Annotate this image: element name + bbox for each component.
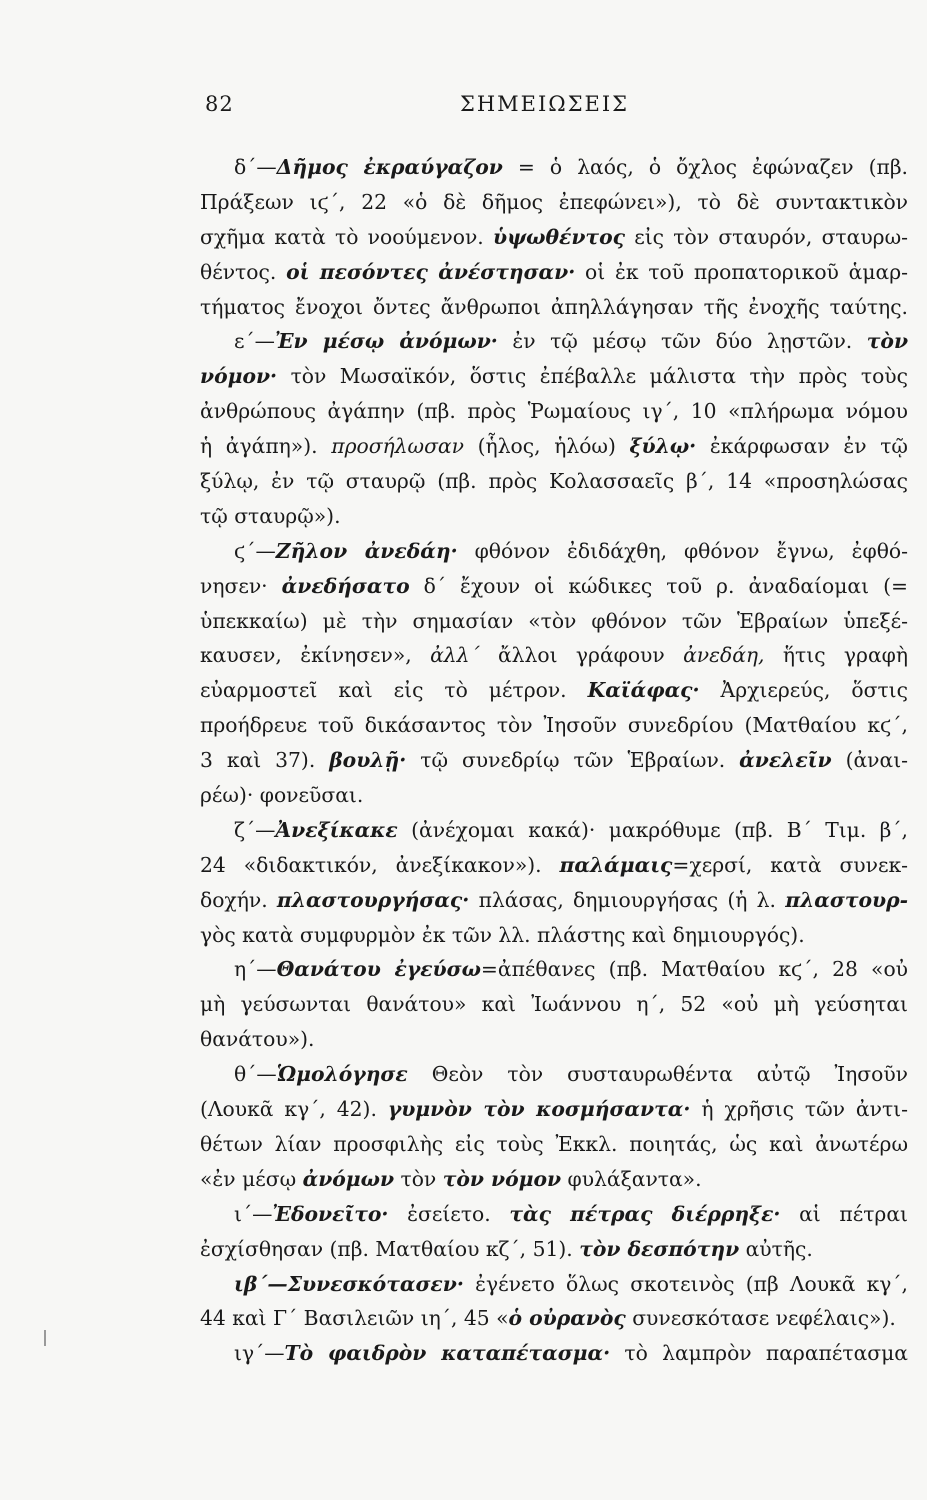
text-segment: συνεσκότασε νεφέλαις»). xyxy=(625,1306,896,1331)
lemma-term: ξύλῳ· xyxy=(629,434,697,459)
text-line xyxy=(200,883,908,918)
text-line xyxy=(200,1232,908,1267)
text-segment: τὸν xyxy=(394,1166,443,1191)
text-segment: τῷ συνεδρίῳ τῶν Ἑβραίων. xyxy=(406,748,740,773)
text-line xyxy=(200,464,908,499)
text-segment: ἐσχίσθησαν (πβ. Ματθαίου κζ΄, 51). xyxy=(200,1236,580,1261)
text-segment: τὸ λαμπρὸν παραπέτασμα xyxy=(610,1341,908,1366)
text-segment: ἐσείετο. xyxy=(388,1201,510,1226)
text-segment: ἐκάρφωσαν ἐν τῷ xyxy=(696,434,908,459)
lemma-term: βουλῇ· xyxy=(329,748,407,773)
text-segment: θέντος. xyxy=(200,259,287,284)
text-segment: φθόνον ἐδιδάχθη, φθόνον ἔγνω, ἐφθό- xyxy=(457,538,908,563)
text-segment: «ἐν μέσῳ xyxy=(200,1166,303,1191)
text-segment: δ΄ ἔχουν οἱ κώδικες τοῦ ρ. ἀναδαίομαι (= xyxy=(409,573,908,598)
text-line xyxy=(200,1057,908,1092)
page-header xyxy=(205,92,905,122)
lemma-term: Καϊάφας· xyxy=(587,678,700,703)
text-segment: (ἀνέχομαι κακά)· μακρόθυμε (πβ. Β΄ Τιμ. β΄, xyxy=(397,817,908,842)
text-segment: ι΄— xyxy=(234,1201,273,1226)
lemma-term: πλαστουρ- xyxy=(785,887,908,912)
text-segment: εὐαρμοστεῖ καὶ εἰς τὸ μέτρον. xyxy=(200,678,588,703)
text-segment: η΄— xyxy=(234,957,277,982)
text-line xyxy=(200,429,908,464)
text-segment: ξύλῳ, ἐν τῷ σταυρῷ (πβ. πρὸς Κολασσαεῖς β΄, 14 «προσηλώσας xyxy=(200,469,908,494)
text-segment: Ἀρχιερεύς, ὅστις xyxy=(699,678,908,703)
lemma-term: τὸν xyxy=(866,329,908,354)
text-line xyxy=(200,394,908,429)
text-line xyxy=(200,1162,908,1197)
text-segment: ἄλλοι γράφουν xyxy=(479,643,684,668)
text-segment: =χερσί, κατὰ συνεκ- xyxy=(672,852,908,877)
notes-body xyxy=(200,150,908,1371)
text-segment: δ΄— xyxy=(234,155,277,179)
text-line xyxy=(200,848,908,883)
lemma-term: ἀνελεῖν xyxy=(739,748,832,773)
text-line xyxy=(200,150,908,185)
text-segment: 44 καὶ Γ΄ Βασιλειῶν ιη΄, 45 « xyxy=(200,1306,509,1331)
text-line xyxy=(200,778,908,813)
text-segment: θέτων λίαν προσφιλὴς εἰς τοὺς Ἐκκλ. ποιητάς, ὡς καὶ ἀνωτέρω xyxy=(200,1131,908,1156)
italic-text: ἀνεδάη, xyxy=(683,643,765,668)
text-segment: πλάσας, δημιουργήσας (ἡ λ. xyxy=(469,887,786,912)
text-line xyxy=(200,255,908,290)
text-segment: καυσεν, ἐκίνησεν», xyxy=(200,643,431,668)
text-line xyxy=(200,673,908,708)
lemma-term: οἱ πεσόντες ἀνέστησαν· xyxy=(286,259,576,284)
text-line xyxy=(200,708,908,743)
text-segment: θανάτου»). xyxy=(200,1027,315,1052)
text-segment: (Λουκᾶ κγ΄, 42). xyxy=(200,1097,388,1122)
lemma-term: Τὸ φαιδρὸν καταπέτασμα· xyxy=(284,1341,611,1366)
lemma-term: γυμνὸν τὸν κοσμήσαντα· xyxy=(387,1097,691,1122)
lemma-term: Συνεσκότασεν· xyxy=(287,1271,464,1296)
text-line xyxy=(200,1092,908,1127)
text-segment: θ΄— xyxy=(234,1062,277,1087)
text-segment: φυλάξαντα». xyxy=(561,1166,702,1191)
text-segment: ἀνθρώπους ἀγάπην (πβ. πρὸς Ῥωμαίους ιγ΄, 10 «πλήρωμα νόμου xyxy=(200,399,908,424)
lemma-term: Ἐν μέσῳ ἀνόμων· xyxy=(274,329,498,354)
lemma-term: ὑψωθέντος xyxy=(493,224,625,249)
lemma-term: νόμον· xyxy=(200,364,278,389)
text-segment: ἐν τῷ μέσῳ τῶν δύο λῃστῶν. xyxy=(497,329,867,354)
text-segment: (ἀναι- xyxy=(831,748,908,773)
text-line xyxy=(200,1197,908,1232)
text-segment: αὐτῆς. xyxy=(739,1236,813,1261)
text-segment: μὴ γεύσωνται θανάτου» καὶ Ἰωάννου η΄, 52 «οὐ μὴ γεύσηται xyxy=(200,992,908,1017)
text-line xyxy=(200,952,908,987)
text-segment: οἱ ἐκ τοῦ προπατορικοῦ ἁμαρ- xyxy=(575,259,908,284)
italic-text: ἀλλ΄ xyxy=(430,643,480,668)
text-segment: 24 «διδακτικόν, ἀνεξίκακον»). xyxy=(200,852,560,877)
text-segment: ἥτις γραφὴ xyxy=(764,643,908,668)
italic-text: προσήλωσαν xyxy=(331,434,464,459)
text-line xyxy=(200,220,908,255)
text-segment: γὸς κατὰ συμφυρμὸν ἐκ τῶν λλ. πλάστης καὶ δημιουργός). xyxy=(200,922,805,947)
text-line xyxy=(200,1267,908,1302)
lemma-term: τὸν νόμον xyxy=(442,1166,562,1191)
text-line xyxy=(200,1336,908,1371)
text-segment: ὑπεκκαίω) μὲ τὴν σημασίαν «τὸν φθόνον τῶν Ἑβραίων ὑπεξέ- xyxy=(200,608,908,633)
text-segment: 3 καὶ 37). xyxy=(200,748,330,773)
text-segment: ἡ χρῆσις τῶν ἀντι- xyxy=(690,1097,908,1122)
lemma-term: ιβ΄— xyxy=(234,1271,288,1296)
lemma-term: τὸν δεσπότην xyxy=(579,1236,740,1261)
text-segment: τῷ σταυρῷ»). xyxy=(200,503,341,528)
text-segment: ἐγένετο ὅλως σκοτεινὸς (πβ Λουκᾶ κγ΄, xyxy=(463,1271,908,1296)
text-line xyxy=(200,743,908,778)
text-line xyxy=(200,359,908,394)
text-segment: εἰς τὸν σταυρόν, σταυρω- xyxy=(624,224,908,249)
text-line xyxy=(200,290,908,325)
text-line xyxy=(200,185,908,220)
text-segment: Θεὸν τὸν συσταυρωθέντα αὐτῷ Ἰησοῦν xyxy=(407,1062,908,1087)
page-number: 82 xyxy=(205,92,234,116)
text-segment: Πράξεων ιϛ΄, 22 «ὁ δὲ δῆμος ἐπεφώνει»), τὸ δὲ συντακτικὸν xyxy=(200,189,908,214)
text-segment: =ἀπέθανες (πβ. Ματθαίου κϛ΄, 28 «οὐ xyxy=(480,957,908,982)
text-line xyxy=(200,534,908,569)
text-line xyxy=(200,1022,908,1057)
text-line xyxy=(200,638,908,673)
lemma-term: Ἀνεξίκακε xyxy=(275,817,398,842)
lemma-term: παλάμαις xyxy=(559,852,673,877)
lemma-term: Δῆμος ἐκραύγαζον xyxy=(276,155,503,179)
lemma-term: τὰς πέτρας διέρρηξε· xyxy=(509,1201,781,1226)
text-segment: ρέω)· φονεῦσαι. xyxy=(200,783,364,808)
text-line xyxy=(200,918,908,953)
text-segment: νησεν· xyxy=(200,573,282,598)
text-segment: ἡ ἀγάπη»). xyxy=(200,434,332,459)
text-segment: ϛ΄— xyxy=(234,538,276,563)
text-segment: ιγ΄— xyxy=(234,1341,285,1366)
lemma-term: πλαστουργήσας· xyxy=(276,887,470,912)
lemma-term: ἀνεδήσατο xyxy=(281,573,410,598)
text-line xyxy=(200,987,908,1022)
text-segment: τὸν Μωσαϊκόν, ὅστις ἐπέβαλλε μάλιστα τὴν πρὸς τοὺς xyxy=(277,364,908,389)
text-line xyxy=(200,1127,908,1162)
text-segment: σχῆμα κατὰ τὸ νοούμενον. xyxy=(200,224,494,249)
lemma-term: Ἐδονεῖτο· xyxy=(272,1201,389,1226)
lemma-term: ἀνόμων xyxy=(302,1166,395,1191)
lemma-term: Ζῆλον ἀνεδάη· xyxy=(275,538,458,563)
text-segment: = ὁ λαός, ὁ ὄχλος ἐφώναζεν (πβ. xyxy=(502,155,908,179)
text-line xyxy=(200,499,908,534)
text-line xyxy=(200,569,908,604)
text-line xyxy=(200,604,908,639)
text-segment: προήδρευε τοῦ δικάσαντος τὸν Ἰησοῦν συνεδρίου (Ματθαίου κϛ΄, xyxy=(200,713,908,738)
text-segment: δοχήν. xyxy=(200,887,277,912)
text-segment: ε΄— xyxy=(234,329,275,354)
text-segment: (ἧλος, ἡλόω) xyxy=(463,434,630,459)
running-title: ΣΗΜΕΙΩΣΕΙΣ xyxy=(460,92,630,116)
margin-mark xyxy=(44,1330,46,1346)
text-segment: τήματος ἔνοχοι ὄντες ἄνθρωποι ἀπηλλάγησαν τῆς ἐνοχῆς ταύτης. xyxy=(200,294,908,319)
text-line xyxy=(200,813,908,848)
text-segment: αἱ πέτραι xyxy=(780,1201,908,1226)
text-line xyxy=(200,324,908,359)
text-line xyxy=(200,1301,908,1336)
lemma-term: Θανάτου ἐγεύσω xyxy=(276,957,481,982)
lemma-term: Ὡμολόγησε xyxy=(276,1062,408,1087)
text-segment: ζ΄— xyxy=(234,817,276,842)
lemma-term: ὁ οὐρανὸς xyxy=(508,1306,626,1331)
